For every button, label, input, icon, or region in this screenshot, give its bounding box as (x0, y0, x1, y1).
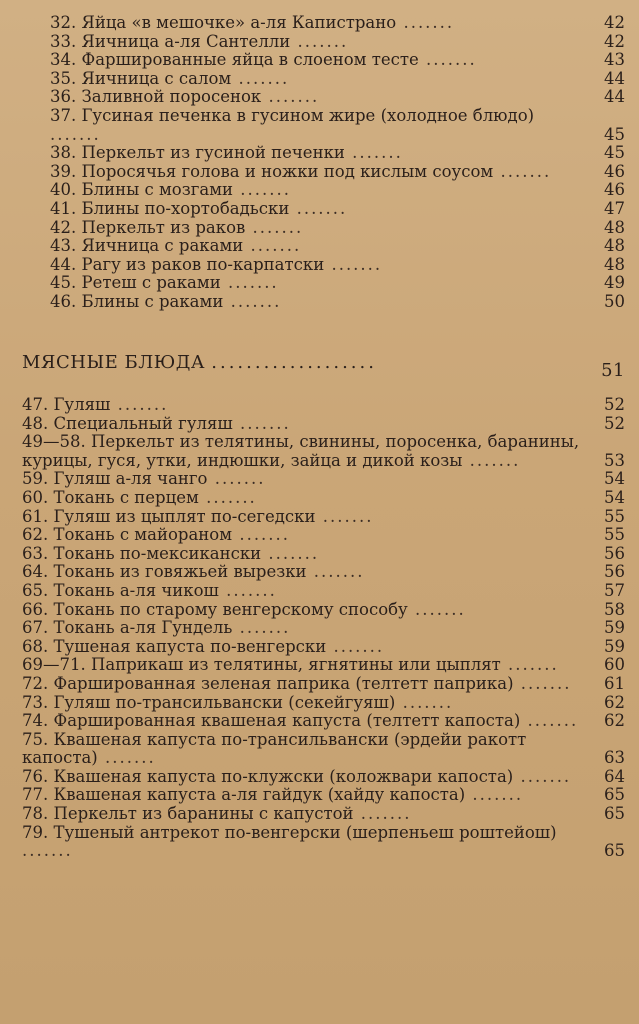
entry-page-number: 49 (604, 273, 625, 293)
entry-number: 61. (22, 506, 49, 526)
section-title: МЯСНЫЕ БЛЮДА (22, 352, 206, 373)
toc-entry (22, 656, 625, 675)
entry-page-number: 52 (604, 395, 625, 414)
entry-number: 41. (50, 198, 77, 218)
entry-title: Квашеная капуста по-трансильвански (эрдейи ракотт капоста) (22, 729, 527, 768)
entry-number: 72. (22, 673, 49, 693)
toc-entry (22, 508, 625, 527)
entry-page-number: 64 (604, 766, 625, 786)
entry-title: Специальный гуляш (53, 413, 233, 433)
entry-title: Квашеная капуста а-ля гайдук (хайду капоста) (53, 785, 466, 805)
entry-page-number: 65 (604, 804, 625, 824)
leader-dots: ....... (233, 180, 292, 200)
entry-number: 74. (22, 711, 49, 731)
toc-entry (50, 33, 625, 52)
entry-page-number: 63 (604, 748, 625, 768)
entry-page-number: 54 (604, 469, 625, 489)
entry-title: Перкельт из телятины, свинины, поросенка, баранины, курицы, гуся, утки, индюшки, зайца и дикой козы (22, 432, 580, 470)
entry-page-number: 48 (604, 254, 625, 274)
entry-title: Фаршированная зеленая паприка (телтетт паприка) (53, 673, 514, 693)
entry-title: Токань а-ля чикош (53, 580, 219, 600)
leader-dots: ....... (395, 692, 454, 712)
leader-dots: ....... (513, 673, 572, 693)
entry-title: Блины по-хортобадьски (81, 198, 290, 218)
leader-dots: ....... (418, 50, 477, 70)
leader-dots: ....... (396, 13, 455, 32)
entry-number: 47. (22, 395, 49, 414)
entry-number: 49—58. (22, 432, 86, 452)
toc-entry (22, 415, 625, 434)
entry-number: 38. (50, 143, 77, 163)
section-heading (22, 352, 625, 381)
leader-dots: ....... (289, 198, 348, 218)
toc-entry (50, 293, 625, 312)
leader-dots: ....... (407, 599, 466, 619)
entry-number: 62. (22, 525, 49, 545)
entry-page-number: 62 (604, 711, 625, 731)
leader-dots: ....... (344, 143, 403, 163)
entry-title: Токань по старому венгерскому способу (53, 599, 408, 619)
entry-number: 64. (22, 562, 49, 582)
leader-dots: ....... (50, 124, 101, 144)
entry-title: Заливной поросенок (81, 87, 262, 107)
entry-number: 37. (50, 105, 77, 125)
toc-entry (22, 675, 625, 694)
leader-dots: ....... (306, 562, 365, 582)
leader-dots: ....... (220, 273, 279, 293)
entry-page-number: 44 (604, 68, 625, 88)
toc-entry (50, 144, 625, 163)
toc-entry (22, 638, 625, 657)
entry-title: Яичница с раками (81, 236, 244, 256)
toc-entry (22, 433, 625, 470)
entry-page-number: 46 (604, 161, 625, 181)
toc-entry (22, 694, 625, 713)
entry-number: 78. (22, 804, 49, 824)
entry-title: Яичница а-ля Сантелли (81, 31, 291, 51)
entry-title: Поросячья голова и ножки под кислым соусом (81, 161, 494, 181)
toc-entry (50, 219, 625, 238)
entry-page-number: 59 (604, 636, 625, 656)
leader-dots: ....... (462, 450, 521, 470)
entry-page-number: 48 (604, 217, 625, 237)
entry-title: Тушеный антрекот по-венгерски (шерпеньеш роштейош) (53, 822, 557, 842)
entry-number: 43. (50, 236, 77, 256)
entry-number: 39. (50, 161, 77, 181)
leader-dots: ................... (211, 352, 377, 373)
entry-number: 42. (50, 217, 77, 237)
entry-page-number: 56 (604, 562, 625, 582)
entry-number: 60. (22, 487, 49, 507)
entry-page-number: 42 (604, 13, 625, 32)
entry-number: 32. (50, 13, 77, 32)
entry-page-number: 54 (604, 487, 625, 507)
toc-entry (50, 274, 625, 293)
entry-title: Гуляш а-ля чанго (53, 469, 208, 489)
toc-entry (50, 51, 625, 70)
toc-entry (22, 396, 625, 415)
entry-page-number: 52 (604, 413, 625, 433)
leader-dots: ....... (261, 543, 320, 563)
toc-entry (50, 88, 625, 107)
leader-dots: ....... (493, 161, 552, 181)
toc-entry (22, 824, 625, 861)
toc-bottom-block (22, 396, 625, 861)
leader-dots: ....... (261, 87, 320, 107)
toc-entry (22, 619, 625, 638)
toc-entry (50, 107, 625, 144)
entry-title: Токань а-ля Гундель (53, 618, 233, 638)
entry-title: Паприкаш из телятины, ягнятины или цыплят (91, 655, 501, 675)
entry-number: 66. (22, 599, 49, 619)
entry-page-number: 57 (604, 580, 625, 600)
entry-title: Блины с раками (81, 291, 224, 311)
entry-page-number: 61 (604, 673, 625, 693)
entry-number: 46. (50, 291, 77, 311)
entry-number: 40. (50, 180, 77, 200)
leader-dots: ....... (326, 636, 385, 656)
entry-title: Квашеная капуста по-клужски (коложвари капоста) (53, 766, 514, 786)
leader-dots: ....... (110, 395, 169, 414)
entry-title: Токань из говяжьей вырезки (53, 562, 307, 582)
entry-page-number: 45 (604, 124, 625, 144)
leader-dots: ....... (465, 785, 524, 805)
entry-title: Фаршированная квашеная капуста (телтетт капоста) (53, 711, 521, 731)
entry-page-number: 53 (604, 450, 625, 470)
entry-page-number: 65 (604, 785, 625, 805)
entry-title: Перкельт из раков (81, 217, 246, 237)
entry-number: 45. (50, 273, 77, 293)
entry-page-number: 48 (604, 236, 625, 256)
entry-number: 33. (50, 31, 77, 51)
leader-dots: ....... (198, 487, 257, 507)
entry-number: 63. (22, 543, 49, 563)
entry-number: 67. (22, 618, 49, 638)
toc-entry (50, 163, 625, 182)
leader-dots: ....... (232, 525, 291, 545)
leader-dots: ....... (243, 236, 302, 256)
entry-page-number: 55 (604, 525, 625, 545)
entry-number: 76. (22, 766, 49, 786)
toc-entry (22, 489, 625, 508)
entry-title: Ретеш с раками (81, 273, 221, 293)
leader-dots: ....... (232, 413, 291, 433)
toc-entry (22, 731, 625, 768)
entry-title: Рагу из раков по-карпатски (81, 254, 325, 274)
entry-title: Токань с майораном (53, 525, 233, 545)
toc-entry (50, 256, 625, 275)
toc-entry (22, 563, 625, 582)
entry-page-number: 50 (604, 291, 625, 311)
section-page-number: 51 (601, 360, 625, 381)
leader-dots: ....... (232, 618, 291, 638)
entry-title: Перкельт из гусиной печенки (81, 143, 345, 163)
entry-title: Гусиная печенка в гусином жире (холодное блюдо) (81, 105, 535, 125)
leader-dots: ....... (223, 291, 282, 311)
entry-page-number: 45 (604, 143, 625, 163)
entry-number: 79. (22, 822, 49, 842)
entry-number: 44. (50, 254, 77, 274)
toc-entry (22, 768, 625, 787)
entry-title: Гуляш из цыплят по-сегедски (53, 506, 316, 526)
leader-dots: ....... (500, 655, 559, 675)
entry-title: Гуляш по-трансильвански (секейгуяш) (53, 692, 396, 712)
entry-page-number: 55 (604, 506, 625, 526)
entry-title: Перкельт из баранины с капустой (53, 804, 354, 824)
leader-dots: ....... (353, 804, 412, 824)
toc-entry (22, 545, 625, 564)
toc-entry (22, 805, 625, 824)
entry-number: 59. (22, 469, 49, 489)
toc-entry (22, 786, 625, 805)
entry-number: 68. (22, 636, 49, 656)
entry-page-number: 60 (604, 655, 625, 675)
toc-entry (50, 181, 625, 200)
leader-dots: ....... (218, 580, 277, 600)
entry-page-number: 42 (604, 31, 625, 51)
leader-dots: ....... (97, 748, 156, 768)
entry-number: 36. (50, 87, 77, 107)
leader-dots: ....... (207, 469, 266, 489)
toc-entry (50, 200, 625, 219)
leader-dots: ....... (513, 766, 572, 786)
entry-page-number: 43 (604, 50, 625, 70)
leader-dots: ....... (290, 31, 349, 51)
leader-dots: ....... (245, 217, 304, 237)
entry-title: Блины с мозгами (81, 180, 234, 200)
toc-entry (22, 470, 625, 489)
entry-title: Яйца «в мешочке» а-ля Капистрано (81, 13, 397, 32)
entry-title: Яичница с салом (81, 68, 232, 88)
toc-entry (22, 582, 625, 601)
entry-number: 48. (22, 413, 49, 433)
entry-page-number: 65 (604, 841, 625, 861)
entry-page-number: 62 (604, 692, 625, 712)
leader-dots: ....... (231, 68, 290, 88)
entry-title: Фаршированные яйца в слоеном тесте (81, 50, 419, 70)
entry-page-number: 59 (604, 618, 625, 638)
entry-page-number: 56 (604, 543, 625, 563)
entry-title: Токань по-мексикански (53, 543, 262, 563)
toc-entry (22, 526, 625, 545)
entry-number: 73. (22, 692, 49, 712)
toc-entry (22, 601, 625, 620)
entry-number: 35. (50, 68, 77, 88)
entry-title: Тушеная капуста по-венгерски (53, 636, 327, 656)
entry-number: 77. (22, 785, 49, 805)
toc-entry (50, 70, 625, 89)
toc-entry (50, 237, 625, 256)
entry-number: 75. (22, 729, 49, 749)
entry-number: 34. (50, 50, 77, 70)
toc-entry (50, 14, 625, 33)
entry-page-number: 44 (604, 87, 625, 107)
entry-page-number: 47 (604, 198, 625, 218)
entry-page-number: 46 (604, 180, 625, 200)
entry-title: Гуляш (53, 395, 111, 414)
leader-dots: ....... (324, 254, 383, 274)
entry-title: Токань с перцем (53, 487, 199, 507)
entry-number: 65. (22, 580, 49, 600)
leader-dots: ....... (315, 506, 374, 526)
leader-dots: ....... (520, 711, 579, 731)
entry-number: 69—71. (22, 655, 86, 675)
toc-entry (22, 712, 625, 731)
toc-top-block (50, 14, 625, 312)
leader-dots: ....... (22, 841, 73, 861)
entry-page-number: 58 (604, 599, 625, 619)
